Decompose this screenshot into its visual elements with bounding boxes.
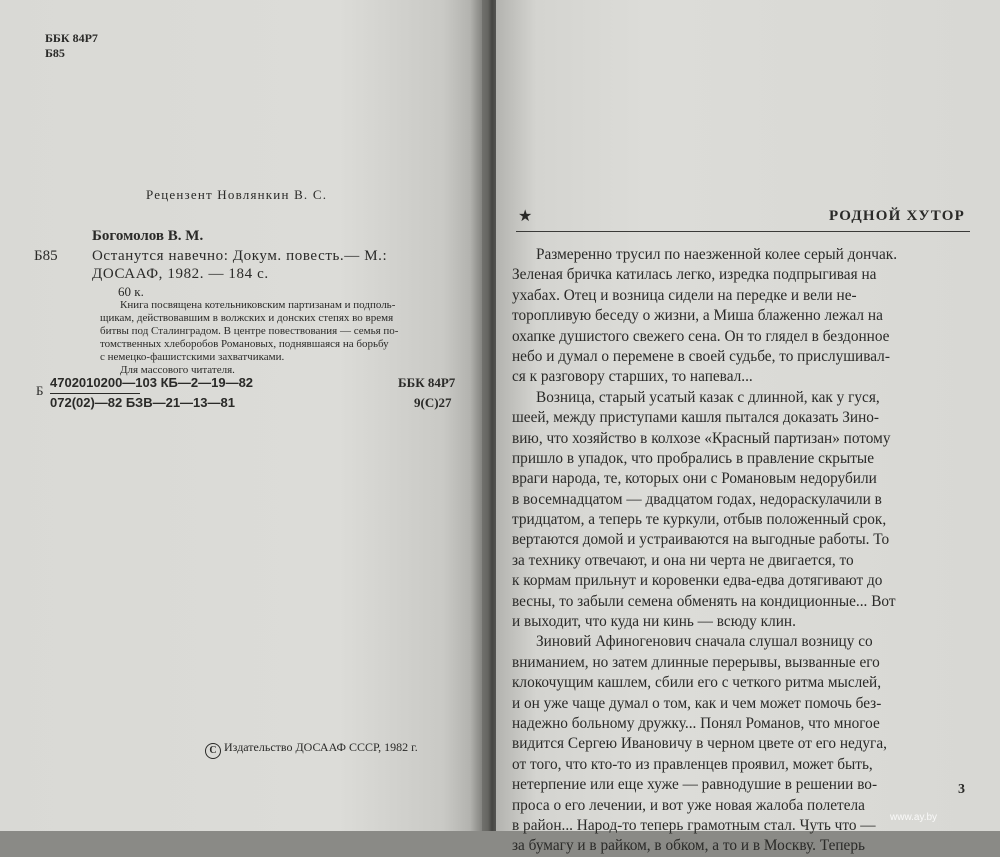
author-code-top: Б85 (45, 46, 65, 60)
text-line: вертаются домой и устраиваются на выгодные работы. То (512, 531, 890, 549)
fraction-letter: Б (36, 383, 44, 398)
copyright-line (205, 740, 418, 759)
fraction-numerator: 4702010200—103 КБ—2—19—82 (50, 375, 254, 390)
chapter-title: РОДНОЙ ХУТОР (829, 208, 965, 224)
text-line: и он уже чаще думал о том, как и чем может помочь без- (512, 694, 882, 712)
fraction-denominator: 072(02)—82 БЗВ—21—13—81 (50, 395, 235, 410)
reviewer-line: Рецензент Новлянкин В. С. (146, 187, 328, 202)
annotation-line: томственных хлеборобов Романовых, поднявшаяся на борьбу (100, 338, 389, 350)
bbk-subcode-right: 9(С)27 (414, 395, 452, 410)
text-line: проса о его лечении, и вот уже новая жалоба полетела (512, 796, 865, 814)
annotation-line: битвы под Сталинградом. В центре повествования — семья по- (100, 325, 399, 337)
star-icon: ★ (518, 208, 533, 225)
text-line: Возница, старый усатый казак с длинной, как у гуся, (536, 388, 880, 406)
text-line: вниманием, но затем длинные перерывы, вызванные его (512, 653, 880, 671)
text-line: нетерпение или еще хуже — равнодушие в решении во- (512, 776, 878, 794)
text-line: в восемнадцатом — двадцатом годах, недораскулачили в (512, 490, 882, 508)
text-line: ся к разговору старших, то напевал... (512, 368, 753, 386)
text-line: клокочущим кашлем, сбили его с четкого ритма мыслей, (512, 674, 882, 692)
text-line: в район... Народ-то теперь грамотным стал. Чуть что — (512, 816, 876, 834)
text-line: за бумагу и в райком, в обком, а то и в Москву. Теперь (512, 837, 865, 855)
copyright-text: Издательство ДОСААФ СССР, 1982 г. (224, 740, 418, 754)
text-line: торопливую беседу о жизни, а Миша блаженно лежал на (512, 307, 883, 325)
title-line-1: Останутся навечно: Докум. повесть.— М.: (92, 248, 388, 264)
audience-line: Для массового читателя. (120, 364, 235, 376)
text-line: и выходит, что куда ни кинь — всюду клин. (512, 613, 796, 631)
author-code-side: Б85 (34, 248, 58, 264)
header-rule (516, 231, 970, 232)
text-line: небо и думал о перемене в своей судьбе, то прислушивал- (512, 347, 890, 365)
annotation-line: с немецко-фашистскими захватчиками. (100, 351, 285, 363)
text-line: ухабах. Отец и возница сидели на передке и вели не- (512, 286, 857, 304)
page-number: 3 (958, 782, 965, 797)
text-line: весны, то забыли семена обменять на кондиционные... Вот (512, 592, 896, 610)
bbk-code-right: ББК 84Р7 (398, 375, 456, 390)
body-text (512, 245, 972, 857)
text-line: Зиновий Афиногенович сначала слушал возницу со (536, 633, 873, 651)
annotation-line: щикам, действовавшим в волжских и донских степях во время (100, 312, 394, 324)
author-name: Богомолов В. М. (92, 228, 204, 244)
text-line: вию, что хозяйство в колхозе «Красный партизан» потому (512, 429, 891, 447)
bbk-code-top: ББК 84Р7 (45, 31, 98, 45)
title-line-2: ДОСААФ, 1982. — 184 с. (92, 266, 269, 282)
text-line: охапке душистого свежего сена. Он то глядел в бездонное (512, 327, 890, 345)
text-line: шеей, между приступами кашля пытался доказать Зино- (512, 409, 880, 427)
text-line: к кормам прильнут и коровенки едва-едва дотягивают до (512, 572, 883, 590)
text-line: пришло в упадок, что пробрались в правление скрытые (512, 449, 874, 467)
text-line: надежно больному дружку... Понял Романов, что многое (512, 714, 880, 732)
copyright-icon: С (205, 743, 221, 759)
left-page (0, 0, 482, 831)
text-line: враги народа, те, которых они с Романовым недорубили (512, 470, 877, 488)
watermark: www.ay.by (890, 812, 938, 823)
text-line: Зеленая бричка катилась легко, изредка подпрыгивая на (512, 266, 877, 284)
text-line: тридцатом, а теперь те куркули, отбыв положенный срок, (512, 511, 887, 529)
annotation (100, 299, 470, 377)
text-line: от того, что кто-то из правленцев проявил, может быть, (512, 755, 873, 773)
text-line: Размеренно трусил по наезженной колее серый дончак. (536, 246, 898, 263)
fraction-rule (50, 393, 140, 394)
text-line: видится Сергею Ивановичу в черном цвете от его недуга, (512, 735, 887, 753)
price: 60 к. (118, 284, 144, 299)
annotation-line: Книга посвящена котельниковским партизанам и подполь- (120, 299, 396, 311)
text-line: за технику отвечают, и она ни черта не двигается, то (512, 551, 854, 569)
